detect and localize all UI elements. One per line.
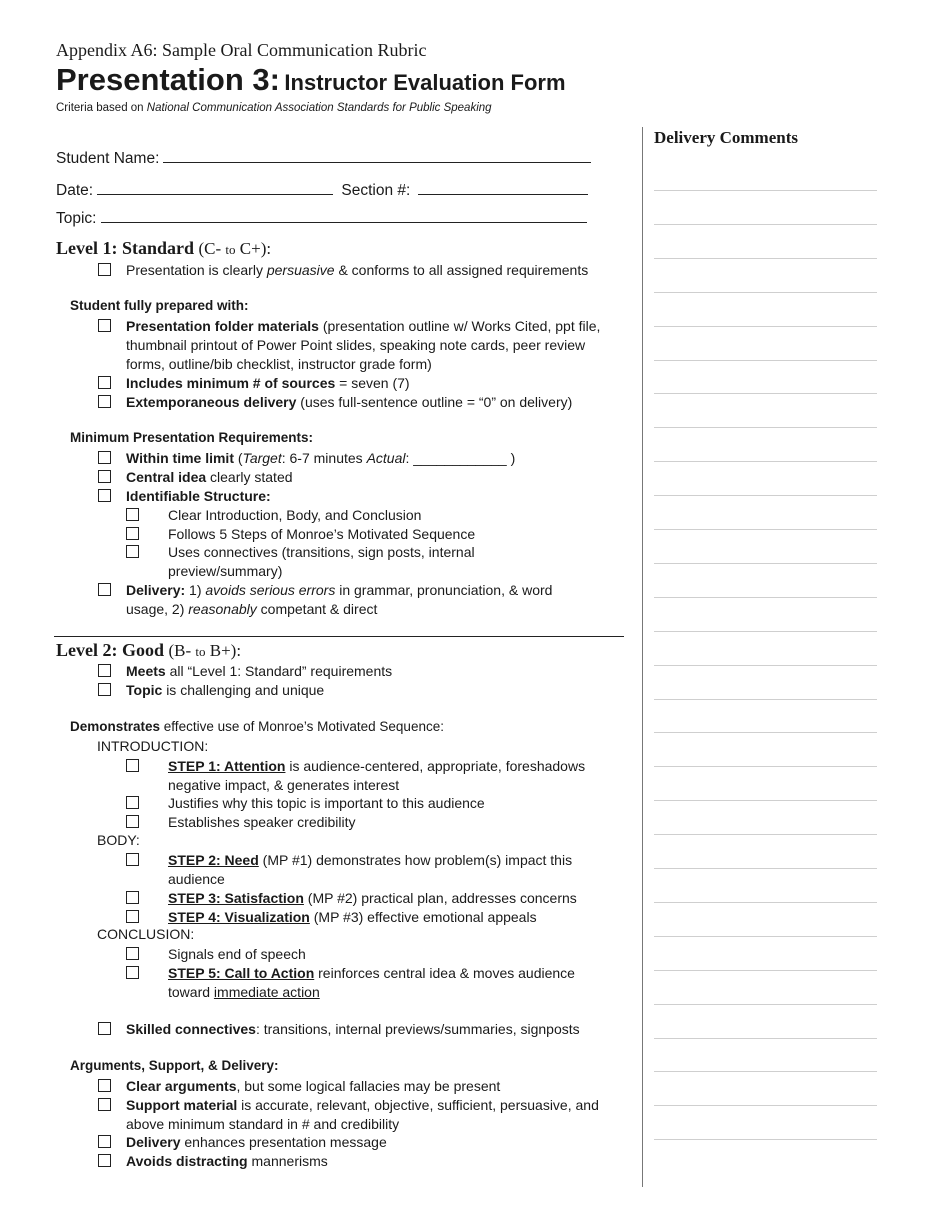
comment-line[interactable] xyxy=(654,834,877,835)
checklist-item-avoids-mannerisms[interactable]: Avoids distracting mannerisms xyxy=(98,1152,638,1171)
comment-line[interactable] xyxy=(654,563,877,564)
topic-field[interactable] xyxy=(56,208,587,228)
checkbox[interactable] xyxy=(98,1022,111,1035)
checkbox[interactable] xyxy=(126,527,139,540)
appendix-caption: Appendix A6: Sample Oral Communication Rubric xyxy=(56,40,427,60)
topic-label: Topic: xyxy=(56,210,97,227)
level2-grade: (B- to B+): xyxy=(168,641,242,660)
comment-line[interactable] xyxy=(654,699,877,700)
level1-grade: (C- to C+): xyxy=(198,239,272,258)
checkbox[interactable] xyxy=(98,263,111,276)
checklist-item-signals-end[interactable]: Signals end of speech xyxy=(126,945,626,964)
checkbox[interactable] xyxy=(98,1135,111,1148)
checkbox[interactable] xyxy=(98,376,111,389)
checkbox[interactable] xyxy=(98,1154,111,1167)
checkbox[interactable] xyxy=(126,891,139,904)
comment-line[interactable] xyxy=(654,258,877,259)
checkbox[interactable] xyxy=(126,796,139,809)
comment-line[interactable] xyxy=(654,1139,877,1140)
comment-line[interactable] xyxy=(654,902,877,903)
comment-line[interactable] xyxy=(654,224,877,225)
page-title xyxy=(56,62,566,98)
checkbox[interactable] xyxy=(98,489,111,502)
checkbox[interactable] xyxy=(126,545,139,558)
comment-line[interactable] xyxy=(654,970,877,971)
level1-heading xyxy=(56,238,271,259)
title-main: Presentation 3: xyxy=(56,62,280,97)
checklist-item-intro-body-conclusion[interactable]: Clear Introduction, Body, and Conclusion xyxy=(126,506,626,525)
student-name-field[interactable] xyxy=(56,148,591,168)
comment-line[interactable] xyxy=(654,326,877,327)
checklist-item-need[interactable]: STEP 2: Need (MP #1) demonstrates how problem(s) impact this audience xyxy=(126,851,616,889)
checklist-item-delivery-enhances[interactable]: Delivery enhances presentation message xyxy=(98,1133,638,1152)
checkbox[interactable] xyxy=(98,470,111,483)
comment-line[interactable] xyxy=(654,1038,877,1039)
checklist-item-satisfaction[interactable]: STEP 3: Satisfaction (MP #2) practical plan, addresses concerns xyxy=(126,889,626,908)
introduction-label: INTRODUCTION: xyxy=(97,738,209,754)
criteria-source: National Communication Association Standards for Public Speaking xyxy=(146,102,492,114)
checklist-item-visualization[interactable]: STEP 4: Visualization (MP #3) effective emotional appeals xyxy=(126,908,626,927)
checklist-item-structure[interactable]: Identifiable Structure: xyxy=(98,487,638,506)
comment-line[interactable] xyxy=(654,766,877,767)
checklist-item-call-to-action[interactable]: STEP 5: Call to Action reinforces central idea & moves audience toward immediate action xyxy=(126,964,606,1002)
date-label: Date: xyxy=(56,182,94,199)
delivery-comments-title: Delivery Comments xyxy=(654,128,798,147)
checklist-item-meets[interactable]: Meets all “Level 1: Standard” requirements xyxy=(98,662,638,681)
checklist-item-time-limit[interactable]: Within time limit (Target: 6-7 minutes Actual: ____________ ) xyxy=(98,449,638,468)
checklist-item-folder[interactable]: Presentation folder materials (presentation outline w/ Works Cited, ppt file, thumbnail printout of Power Point slides, speaking note cards, peer review forms, outline/bib checklist, instructor grade form) xyxy=(98,317,608,374)
comment-line[interactable] xyxy=(654,597,877,598)
checkbox[interactable] xyxy=(98,451,111,464)
student-name-line[interactable] xyxy=(163,148,591,163)
level2-name: Level 2: Good xyxy=(56,640,164,660)
checkbox[interactable] xyxy=(98,1079,111,1092)
column-divider xyxy=(642,127,643,1187)
checkbox[interactable] xyxy=(126,759,139,772)
comment-line[interactable] xyxy=(654,631,877,632)
checkbox[interactable] xyxy=(98,319,111,332)
date-field[interactable] xyxy=(56,180,588,200)
comment-line[interactable] xyxy=(654,732,877,733)
arguments-heading: Arguments, Support, & Delivery: xyxy=(70,1058,279,1073)
demonstrates-heading: Demonstrates effective use of Monroe’s Motivated Sequence: xyxy=(70,719,444,734)
checkbox[interactable] xyxy=(126,966,139,979)
comment-line[interactable] xyxy=(654,461,877,462)
checkbox[interactable] xyxy=(98,664,111,677)
comment-line[interactable] xyxy=(654,427,877,428)
body-label: BODY: xyxy=(97,832,140,848)
comment-line[interactable] xyxy=(654,495,877,496)
checkbox[interactable] xyxy=(98,1098,111,1111)
checklist-item-delivery[interactable]: Delivery: 1) avoids serious errors in grammar, pronunciation, & word usage, 2) reasonably competant & direct xyxy=(98,581,598,619)
conclusion-label: CONCLUSION: xyxy=(97,926,195,942)
checklist-item-support-material[interactable]: Support material is accurate, relevant, objective, sufficient, persuasive, and above minimum standard in # and credibility xyxy=(98,1096,610,1134)
min-requirements-heading: Minimum Presentation Requirements: xyxy=(70,430,314,445)
comment-line[interactable] xyxy=(654,190,877,191)
prepared-heading: Student fully prepared with: xyxy=(70,298,249,313)
criteria-prefix: Criteria based on xyxy=(56,102,144,114)
checklist-item-topic[interactable]: Topic is challenging and unique xyxy=(98,681,638,700)
comment-line[interactable] xyxy=(654,936,877,937)
checklist-item-credibility[interactable]: Establishes speaker credibility xyxy=(126,813,626,832)
comment-line[interactable] xyxy=(654,868,877,869)
checkbox[interactable] xyxy=(126,815,139,828)
comment-line[interactable] xyxy=(654,529,877,530)
student-name-label: Student Name: xyxy=(56,150,160,167)
comment-line[interactable] xyxy=(654,1071,877,1072)
checklist-item-clear-arguments[interactable]: Clear arguments, but some logical fallacies may be present xyxy=(98,1077,638,1096)
checklist-item-justifies[interactable]: Justifies why this topic is important to this audience xyxy=(126,794,626,813)
checklist-item-attention[interactable]: STEP 1: Attention is audience-centered, appropriate, foreshadows negative impact, & generates interest xyxy=(126,757,616,795)
date-line[interactable] xyxy=(97,180,333,195)
checkbox[interactable] xyxy=(98,583,111,596)
checkbox[interactable] xyxy=(126,947,139,960)
checklist-item-connectives[interactable]: Uses connectives (transitions, sign posts, internal preview/summary) xyxy=(126,543,504,581)
level1-name: Level 1: Standard xyxy=(56,238,195,258)
checklist-item-persuasive[interactable]: Presentation is clearly persuasive & conforms to all assigned requirements xyxy=(98,261,638,280)
topic-line[interactable] xyxy=(101,208,587,223)
section-line[interactable] xyxy=(418,180,588,195)
section-label: Section #: xyxy=(341,182,411,199)
comment-line[interactable] xyxy=(654,360,877,361)
checkbox[interactable] xyxy=(126,508,139,521)
checklist-item-sources[interactable]: Includes minimum # of sources = seven (7) xyxy=(98,374,638,393)
level2-heading xyxy=(56,640,241,661)
checklist-item-central-idea[interactable]: Central idea clearly stated xyxy=(98,468,638,487)
comment-line[interactable] xyxy=(654,1004,877,1005)
comment-line[interactable] xyxy=(654,665,877,666)
checkbox[interactable] xyxy=(98,683,111,696)
comment-line[interactable] xyxy=(654,292,877,293)
section-divider xyxy=(54,636,624,637)
comment-line[interactable] xyxy=(654,800,877,801)
criteria-note xyxy=(56,102,492,114)
checkbox[interactable] xyxy=(126,910,139,923)
checklist-item-five-steps[interactable]: Follows 5 Steps of Monroe’s Motivated Sequence xyxy=(126,525,626,544)
comment-line[interactable] xyxy=(654,393,877,394)
checklist-item-skilled-connectives[interactable]: Skilled connectives: transitions, internal previews/summaries, signposts xyxy=(98,1020,638,1039)
checkbox[interactable] xyxy=(126,853,139,866)
comment-line[interactable] xyxy=(654,1105,877,1106)
checkbox[interactable] xyxy=(98,395,111,408)
checklist-item-extemporaneous[interactable]: Extemporaneous delivery (uses full-sentence outline = “0” on delivery) xyxy=(98,393,638,412)
title-subtitle: Instructor Evaluation Form xyxy=(284,70,566,95)
